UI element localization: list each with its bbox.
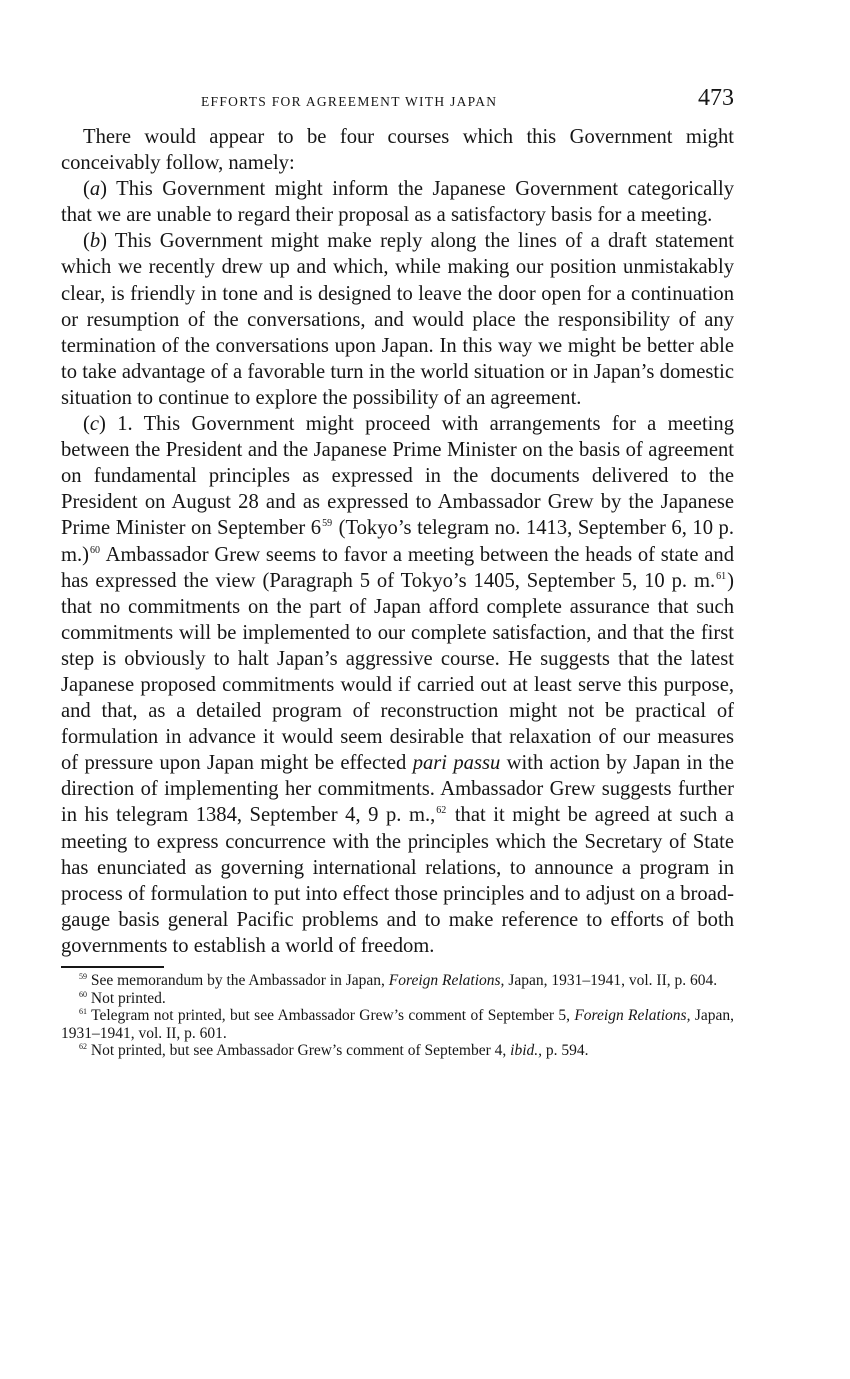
footnote-61 xyxy=(61,1007,734,1042)
footnote-ref-62: 62 xyxy=(436,805,447,817)
italic-phrase-pari-passu: pari passu xyxy=(412,752,501,775)
paragraph-c-text-5: with action by Japan in the direction of implementing her commitments. Ambassador Grew suggests further in his telegram 1384, September 4, 9 p. m., xyxy=(61,752,734,827)
footnote-number: 61 xyxy=(79,1007,87,1017)
paragraph-a-text: This Government might inform the Japanese Government categorically that we are unable to regard their proposal as a satisfactory basis for a meeting. xyxy=(61,178,734,227)
footnote-number: 60 xyxy=(79,989,87,999)
footnote-text: Not printed, but see Ambassador Grew’s comment of September 4, xyxy=(90,1042,507,1060)
paragraph-b: (b) This Government might make reply along the lines of a draft statement which we recently drew up and which, while making our position unmistakably clear, is friendly in tone and is designed to leave the door open for a continuation or resumption of the conversations, and would place the responsibility of any termination of the conversations upon Japan. In this way we might be better able to take advantage of a favorable turn in the world situation or in Japan’s domestic situation to continue to explore the possibility of an agreement. xyxy=(61,230,734,409)
footnote-ref-61: 61 xyxy=(716,570,727,582)
paragraph-a-marker: a xyxy=(89,178,101,201)
paragraph-c: (c) 1. This Government might proceed with arrangements for a meeting between the President and the Japanese Prime Minister on the basis of agreement on fundamental principles as expressed in the documents delivered to the President on August 28 and as expressed to Ambassador Grew by the Japanese Prime Minister on September 6$^{59}$ (Tokyo’s telegram no. 1413, September 6, 10 p. m.)$^{60}$ Ambassador Grew seems to favor a meeting between the heads of state and has expressed the view (Paragraph 5 of Tokyo’s 1405, September 5, 10 p. m.$^{61}$) that no commitments on the part of Japan afford complete assurance that such commitments will be implemented to our complete satisfaction, and that the first step is obviously to halt Japan’s aggressive course. He suggests that the latest Japanese proposed commitments would if carried out at least serve this purpose, and that, as a detailed program of reconstruction might not be practical of formulation in advance it would seem desirable that relaxation of our measures of pressure upon Japan might be effected pari passu with action by Japan in the direction of implementing her commitments. Ambassador Grew suggests further in his telegram 1384, September 4, 9 p. m.,$^{62}$ that it might be agreed at such a meeting to express concurrence with the principles which the Secretary of State has enunciated as governing international relations, to announce a program in process of formulation to put into effect those principles and to adjust on a broad-gauge basis general Pacific problems and to make reference to efforts of both governments to establish a world of freedom. xyxy=(61,413,735,957)
footnote-italic: ibid., xyxy=(510,1042,543,1060)
footnote-text: p. 594. xyxy=(545,1042,589,1060)
intro-paragraph xyxy=(61,124,734,176)
footnote-60 xyxy=(61,990,734,1008)
paragraph-c-text-4: ) that no commitments on the part of Japan afford complete assurance that such commitments will be implemented to our complete satisfaction, and that the first step is obviously to halt Japan’s aggressive course. He suggests that the latest Japanese proposed commitments would if carried out at least serve this purpose, and that, as a detailed program of reconstruction might not be practical of formulation in advance it would seem desirable that relaxation of our measures of pressure upon Japan might be effected xyxy=(61,569,734,775)
paragraph-c-marker: c xyxy=(89,413,99,436)
intro-text: There would appear to be four courses which this Government might conceivably follow, namely: xyxy=(61,126,734,175)
footnote-ref-60: 60 xyxy=(90,544,101,556)
footnote-59 xyxy=(61,972,734,990)
footnote-number: 62 xyxy=(79,1042,87,1052)
footnote-divider xyxy=(61,966,164,968)
document-page xyxy=(61,84,734,1060)
footnote-italic: Foreign Relations, xyxy=(574,1007,691,1025)
paragraph-a: (a) This Government might inform the Japanese Government categorically that we are unable to regard their proposal as a satisfactory basis for a meeting. xyxy=(61,178,734,227)
paragraph-c-text-6: that it might be agreed at such a meeting to express concurrence with the principles which the Secretary of State has enunciated as governing international relations, to announce a program in process of formulation to put into effect those principles and to adjust on a broad-gauge basis general Pacific problems and to make reference to efforts of both governments to establish a world of freedom. xyxy=(61,804,735,957)
footnote-text: Japan, 1931–1941, vol. II, p. 601. xyxy=(61,1007,734,1042)
paragraph-c-text-3: Ambassador Grew seems to favor a meeting between the heads of state and has expressed the view (Paragraph 5 of Tokyo’s 1405, September 5, 10 p. m. xyxy=(61,543,734,592)
paragraph-b-marker: b xyxy=(89,230,101,253)
paragraph-c-text-2: (Tokyo’s telegram no. 1413, September 6, 10 p. m.) xyxy=(61,517,734,566)
footnote-ref-59: 59 xyxy=(322,518,333,530)
footnote-text: See memorandum by the Ambassador in Japan, xyxy=(90,972,385,989)
footnote-62 xyxy=(61,1042,734,1060)
footnote-number: 59 xyxy=(79,972,87,981)
body-text xyxy=(61,124,734,959)
footnote-text: Japan, 1931–1941, vol. II, p. 604. xyxy=(508,972,718,989)
page-number: 473 xyxy=(698,85,734,111)
paragraph-c-text-1: 1. This Government might proceed with arrangements for a meeting between the President and the Japanese Prime Minister on the basis of agreement on fundamental principles as expressed in the documents delivered to the President on August 28 and as expressed to Ambassador Grew by the Japanese Prime Minister on September 6 xyxy=(61,413,734,540)
running-title: EFFORTS FOR AGREEMENT WITH JAPAN xyxy=(201,94,498,109)
footnote-text: Telegram not printed, but see Ambassador Grew’s comment of September 5, xyxy=(91,1007,570,1025)
running-header xyxy=(61,84,734,124)
footnotes xyxy=(61,972,734,1060)
footnote-text: Not printed. xyxy=(90,989,166,1007)
paragraph-b-text: This Government might make reply along the lines of a draft statement which we recently drew up and which, while making our position unmistakably clear, is friendly in tone and is designed to leave the door open for a continuation or resumption of the conversations, and would place the responsibility of any termination of the conversations upon Japan. In this way we might be better able to take advantage of a favorable turn in the world situation or in Japan’s domestic situation to continue to explore the possibility of an agreement. xyxy=(61,230,734,409)
footnote-italic: Foreign Relations, xyxy=(388,972,505,989)
